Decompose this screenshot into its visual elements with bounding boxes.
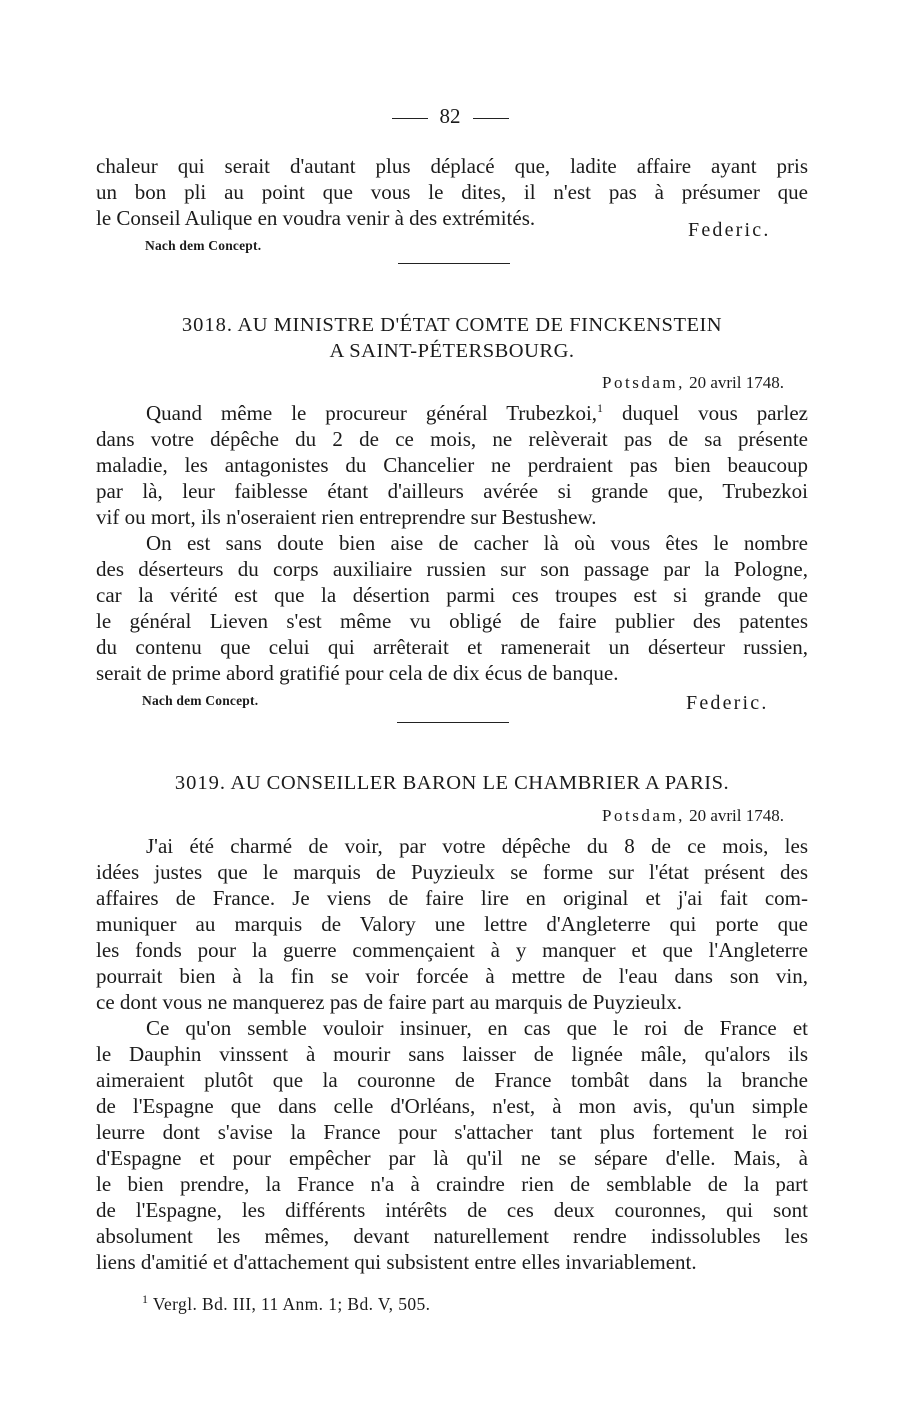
text-line: [96, 400, 808, 426]
source-note: Nach dem Concept.: [145, 238, 262, 253]
text-line: car la vérité est que la désertion parmi ces troupes est si grande que: [96, 583, 808, 607]
date-place: Potsdam,: [602, 373, 685, 392]
text-line: maladie, les antagonistes du Chancelier ne perdraient pas bien beaucoup: [96, 453, 808, 477]
text-line: ce dont vous ne manquerez pas de faire part au marquis de Puyzieulx.: [96, 990, 683, 1014]
text-line: leurre dont s'avise la France pour s'attacher tant plus fortement le roi: [96, 1120, 808, 1144]
letter-body: [96, 833, 808, 1275]
folio-dash-right: [473, 118, 509, 119]
signature: Federic.: [688, 219, 771, 241]
text-line: On est sans doute bien aise de cacher là où vous êtes le nombre: [146, 531, 808, 555]
letter-heading-line2: A SAINT-PÉTERSBOURG.: [329, 340, 575, 362]
page-number-text: 82: [439, 104, 461, 128]
section-divider: [398, 263, 510, 264]
signature: Federic.: [686, 692, 769, 714]
text-line: du contenu que celui qui arrêterait et ramenerait un déserteur russien,: [96, 635, 808, 659]
letter-addressee: AU CONSEILLER BARON LE CHAMBRIER A PARIS.: [230, 772, 730, 794]
letter-body: [96, 400, 808, 686]
text-line: chaleur qui serait d'autant plus déplacé que, ladite affaire ayant pris: [96, 154, 808, 178]
letter-number: 3018.: [181, 314, 233, 336]
text-line: serait de prime abord gratifié pour cela de dix écus de banque.: [96, 661, 619, 685]
text-line: un bon pli au point que vous le dites, il n'est pas à présumer que: [96, 180, 808, 204]
text-line: muniquer au marquis de Valory une lettre d'Angleterre qui porte que: [96, 912, 808, 936]
line-start: Quand même le procureur général Trubezkoi,: [146, 401, 598, 425]
dateline: [602, 806, 784, 826]
text-line: des déserteurs du corps auxiliaire russien sur son passage par la Pologne,: [96, 557, 808, 581]
text-line: aimeraient plutôt que la couronne de France tombât dans la branche: [96, 1068, 808, 1092]
date-place: Potsdam,: [602, 806, 685, 825]
folio-dash-left: [392, 118, 428, 119]
date-text: 20 avril 1748.: [689, 373, 784, 392]
text-line: le général Lieven s'est même vu obligé de faire publier des patentes: [96, 609, 808, 633]
text-line: le Dauphin vinssent à mourir sans laisser de lignée mâle, qu'alors ils: [96, 1042, 808, 1066]
text-line: Ce qu'on semble vouloir insinuer, en cas que le roi de France et: [146, 1016, 808, 1040]
text-line: idées justes que le marquis de Puyzieulx se forme sur l'état présent des: [96, 860, 808, 884]
text-line: de l'Espagne, les différents intérêts de ces deux couronnes, qui sont: [96, 1198, 808, 1222]
text-line: vif ou mort, ils n'oseraient rien entreprendre sur Bestushew.: [96, 505, 597, 529]
source-note: Nach dem Concept.: [142, 693, 259, 708]
text-line: par là, leur faiblesse étant d'ailleurs avérée si grande que, Trubezkoi: [96, 479, 808, 503]
text-line: pourrait bien à la fin se voir forcée à mettre de l'eau dans son vin,: [96, 964, 808, 988]
text-line: J'ai été charmé de voir, par votre dépêche du 8 de ce mois, les: [146, 834, 808, 858]
footnote: [142, 1294, 430, 1315]
text-line: le Conseil Aulique en voudra venir à des extrémités.: [96, 206, 536, 230]
text-line: dans votre dépêche du 2 de ce mois, ne relèverait pas de sa présente: [96, 427, 808, 451]
footnote-marker: 1: [597, 401, 604, 415]
text-line: les fonds pour la guerre commençaient à y manquer et que l'Angleterre: [96, 938, 808, 962]
text-line: de l'Espagne que dans celle d'Orléans, n'est, à mon avis, qu'un simple: [96, 1094, 808, 1118]
text-line: liens d'amitié et d'attachement qui subsistent entre elles invariablement.: [96, 1250, 697, 1274]
text-line: affaires de France. Je viens de faire lire en original et j'ai fait com-: [96, 886, 808, 910]
footnote-text: Vergl. Bd. III, 11 Anm. 1; Bd. V, 505.: [152, 1294, 431, 1314]
page-number: [0, 104, 900, 129]
letter-heading: [96, 312, 808, 338]
letter-addressee: AU MINISTRE D'ÉTAT COMTE DE FINCKENSTEIN: [237, 314, 723, 336]
text-line: absolument les mêmes, devant naturellement rendre indissolubles les: [96, 1224, 808, 1248]
letter-heading: [96, 770, 808, 796]
footnote-number: 1: [142, 1292, 149, 1307]
date-text: 20 avril 1748.: [689, 806, 784, 825]
letter-number: 3019.: [174, 772, 226, 794]
line-end: duquel vous parlez: [621, 401, 808, 425]
text-line: le bien prendre, la France n'a à craindre rien de semblable de la part: [96, 1172, 808, 1196]
text-line: d'Espagne et pour empêcher par là qu'il ne se sépare d'elle. Mais, à: [96, 1146, 808, 1170]
dateline: [602, 373, 784, 393]
section-divider: [397, 722, 509, 723]
